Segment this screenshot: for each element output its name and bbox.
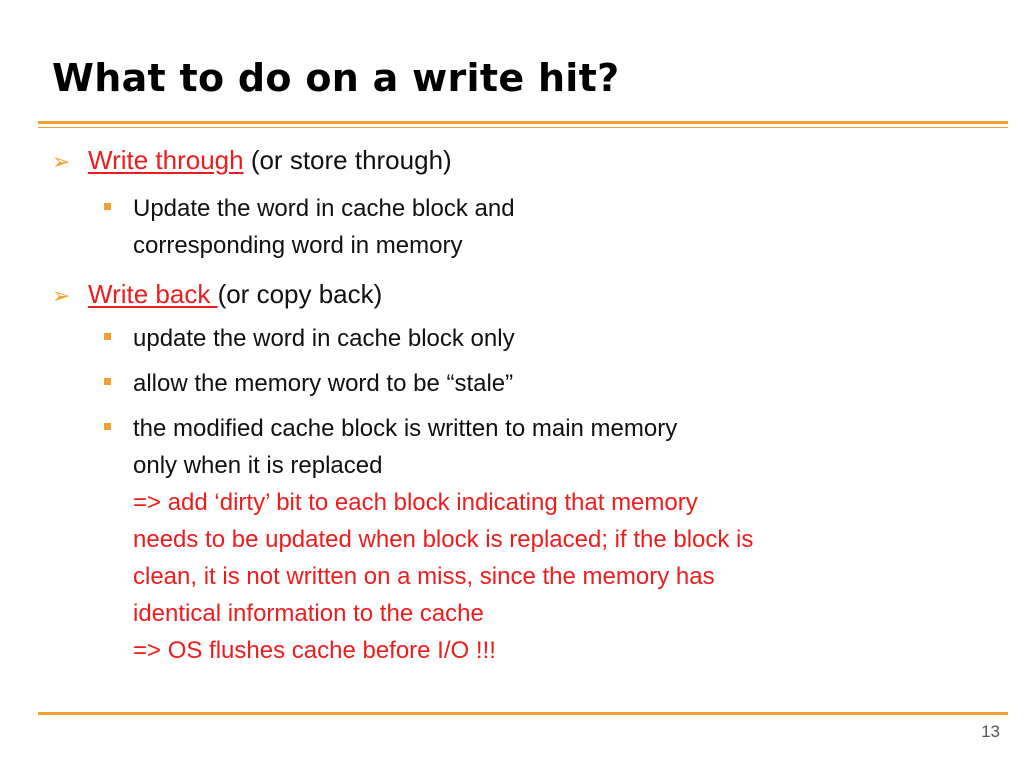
- arrow-bullet-icon: ➢: [52, 149, 71, 174]
- square-bullet-icon: [104, 203, 111, 210]
- sub-bullet-line: corresponding word in memory: [133, 232, 463, 259]
- write-through-link[interactable]: Write through: [88, 145, 244, 175]
- bullet-write-through: [52, 144, 452, 178]
- square-bullet-icon: [104, 333, 111, 340]
- note-line: identical information to the cache: [133, 600, 484, 627]
- square-bullet-icon: [104, 423, 111, 430]
- footer-divider: [38, 712, 1008, 715]
- sub-bullet-line: update the word in cache block only: [133, 325, 515, 352]
- arrow-bullet-icon: ➢: [52, 283, 71, 308]
- sub-bullet-line: allow the memory word to be “stale”: [133, 370, 514, 397]
- note-line: => add ‘dirty’ bit to each block indicating that memory: [133, 489, 698, 516]
- bullet-text: (or copy back): [217, 279, 383, 309]
- bullet-text: (or store through): [243, 145, 452, 175]
- write-back-link[interactable]: Write back: [88, 279, 218, 309]
- sub-bullet-line: the modified cache block is written to main memory: [133, 415, 678, 442]
- page-number: 13: [981, 722, 1000, 741]
- slide-title: What to do on a write hit?: [52, 56, 620, 100]
- sub-bullet-line: only when it is replaced: [133, 452, 383, 479]
- note-line: => OS flushes cache before I/O !!!: [133, 637, 496, 664]
- square-bullet-icon: [104, 378, 111, 385]
- note-line: needs to be updated when block is replaced; if the block is: [133, 526, 754, 553]
- note-line: clean, it is not written on a miss, since the memory has: [133, 563, 715, 590]
- bullet-write-back: [52, 278, 382, 312]
- sub-bullet-line: Update the word in cache block and: [133, 195, 515, 222]
- title-divider-thin: [38, 127, 1008, 128]
- title-divider-thick: [38, 121, 1008, 124]
